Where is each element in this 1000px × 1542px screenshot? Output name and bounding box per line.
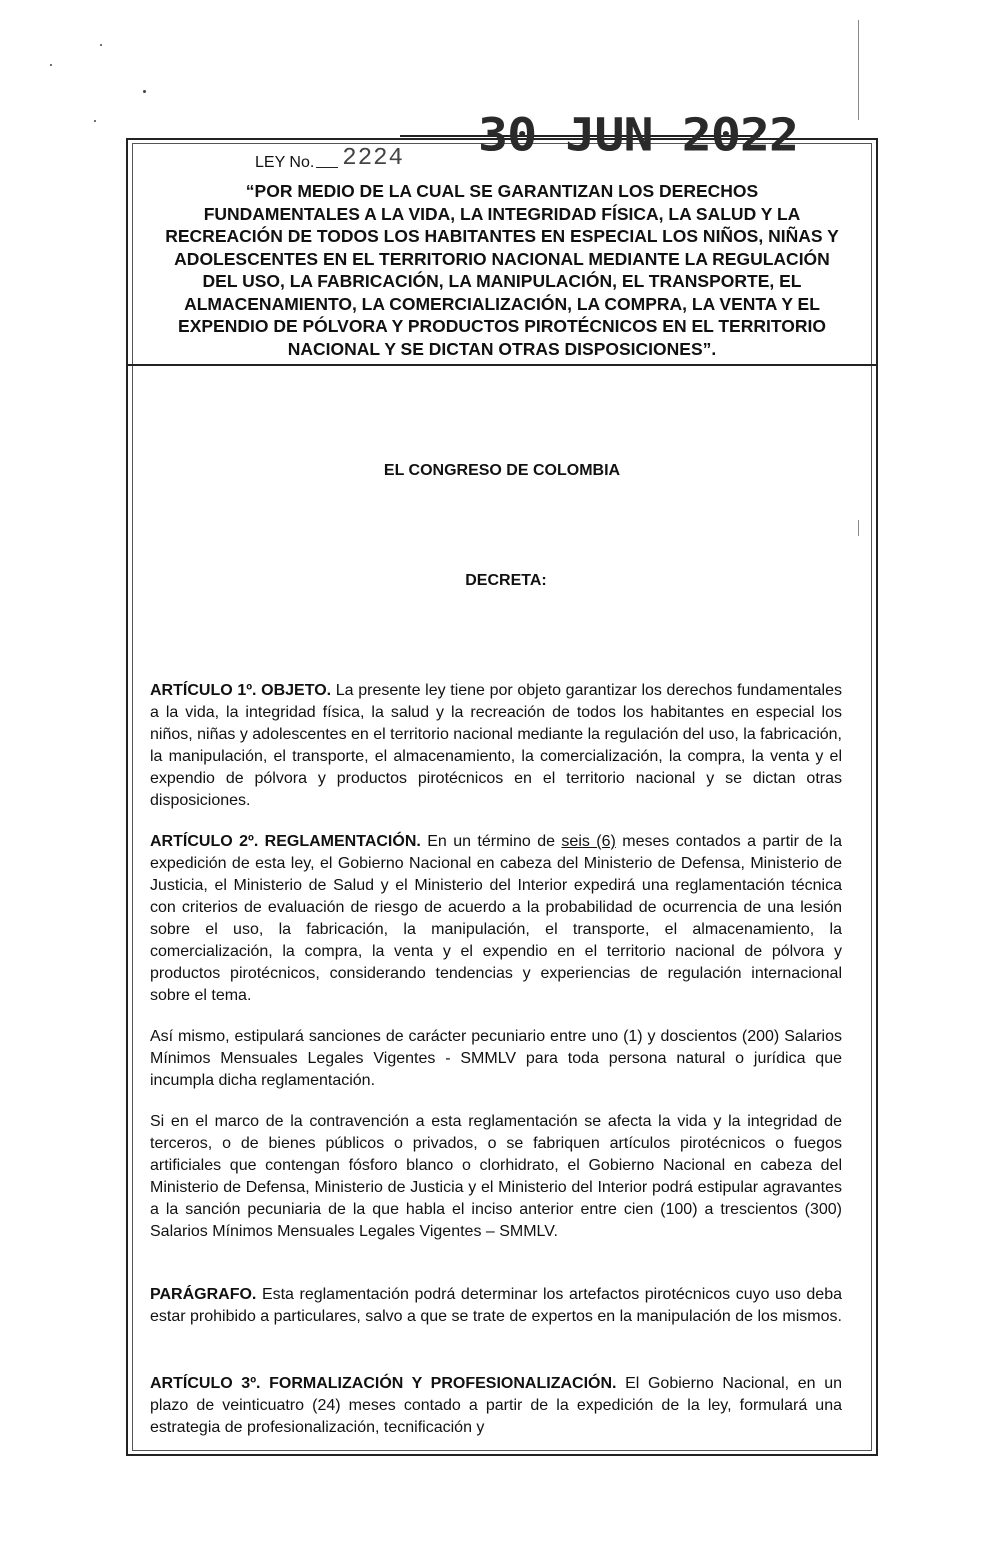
law-title-line: ALMACENAMIENTO, LA COMERCIALIZACIÓN, LA COMPRA, LA VENTA Y EL	[184, 293, 820, 314]
paragrafo	[150, 1284, 842, 1328]
law-title-line: ADOLESCENTES EN EL TERRITORIO NACIONAL MEDIANTE LA REGULACIÓN	[174, 248, 830, 269]
law-number-line	[255, 140, 404, 172]
law-label: LEY No.	[255, 154, 315, 171]
law-title-line: RECREACIÓN DE TODOS LOS HABITANTES EN ESPECIAL LOS NIÑOS, NIÑAS Y	[165, 226, 839, 246]
law-title-line: “POR MEDIO DE LA CUAL SE GARANTIZAN LOS DERECHOS	[245, 181, 759, 201]
scan-speck	[100, 44, 102, 46]
law-title-line: EXPENDIO DE PÓLVORA Y PRODUCTOS PIROTÉCNICOS EN EL TERRITORIO	[178, 316, 826, 336]
article-2-paragraph-3: Si en el marco de la contravención a esta reglamentación se afecta la vida y la integridad de terceros, o de bienes públicos o privados, o se fabriquen artículos pirotécnicos o fuegos artificiales que contengan fósforo blanco o clorhidrato, el Gobierno Nacional en cabeza del Ministerio de Defensa, Ministerio de Justicia y el Ministerio del Interior podrá estipular agravantes a la sanción pecuniaria de la que habla el inciso anterior entre cien (100) a trescientos (300) Salarios Mínimos Mensuales Legales Vigentes – SMMLV.	[150, 1113, 842, 1240]
article-2-text-before: En un término de	[427, 833, 555, 850]
law-title-line: DEL USO, LA FABRICACIÓN, LA MANIPULACIÓN, EL TRANSPORTE, EL	[202, 271, 802, 291]
issuer-heading: EL CONGRESO DE COLOMBIA	[383, 462, 621, 479]
article-3-heading: ARTÍCULO 3º. FORMALIZACIÓN Y PROFESIONALIZACIÓN.	[150, 1375, 617, 1392]
law-title	[137, 180, 867, 360]
article-3-text: El Gobierno Nacional, en un plazo de veinticuatro (24) meses contado a partir de la expedición de la ley, formulará una estrategia de profesionalización, tecnificación y	[150, 1375, 842, 1436]
law-title-line: FUNDAMENTALES A LA VIDA, LA INTEGRIDAD FÍSICA, LA SALUD Y LA	[203, 203, 801, 224]
scan-edge-mark	[858, 520, 859, 536]
article-2-heading: ARTÍCULO 2º. REGLAMENTACIÓN.	[150, 833, 421, 850]
article-1-text: La presente ley tiene por objeto garantizar los derechos fundamentales a la vida, la integridad física, la salud y la recreación de todos los habitantes en especial los niños, niñas y adolescentes en el territorio nacional mediante la regulación del uso, la fabricación, la manipulación, el transporte, el almacenamiento, la comercialización, la compra, la venta y el expendio de pólvora y productos pirotécnicos en el territorio nacional y se dictan otras disposiciones.	[150, 682, 842, 809]
scan-edge-mark	[858, 20, 859, 120]
article-1-heading: ARTÍCULO 1º. OBJETO.	[150, 682, 332, 699]
decreta-heading: DECRETA:	[465, 572, 547, 589]
scan-speck	[94, 120, 96, 122]
scan-speck	[143, 90, 146, 93]
article-3	[150, 1373, 842, 1439]
date-stamp: 30 JUN 2022	[478, 108, 799, 162]
article-2-term: seis (6)	[561, 833, 616, 850]
article-1	[150, 680, 842, 812]
law-title-line: NACIONAL Y SE DICTAN OTRAS DISPOSICIONES”.	[287, 338, 717, 359]
paragrafo-heading: PARÁGRAFO.	[150, 1286, 257, 1303]
article-2-paragraph-2: Así mismo, estipulará sanciones de carácter pecuniario entre uno (1) y doscientos (200) Salarios Mínimos Mensuales Legales Vigentes - SMMLV para toda persona natural o jurídica que incumpla dicha reglamentación.	[150, 1028, 842, 1089]
header-divider	[127, 364, 877, 366]
law-number: 2224	[342, 145, 404, 172]
article-2	[150, 831, 842, 1007]
article-2-text-after: meses contados a partir de la expedición de esta ley, el Gobierno Nacional en cabeza del Ministerio de Defensa, Ministerio de Justicia, el Ministerio de Salud y el Ministerio del Interior expedirá una reglamentación técnica con criterios de evaluación de riesgo de acuerdo a la probabilidad de ocurrencia de una lesión sobre el uso, la fabricación, la manipulación, el transporte, el almacenamiento, la comercialización, la compra, la venta y el expendio en el territorio nacional de pólvora y productos pirotécnicos, considerando tendencias y experiencias de regulación internacional sobre el tema.	[150, 833, 842, 1004]
paragrafo-text: Esta reglamentación podrá determinar los artefactos pirotécnicos cuyo uso deba estar prohibido a particulares, salvo a que se trate de expertos en la manipulación de los mismos.	[150, 1286, 843, 1325]
scan-speck	[50, 64, 52, 66]
law-number-underline	[316, 167, 338, 168]
